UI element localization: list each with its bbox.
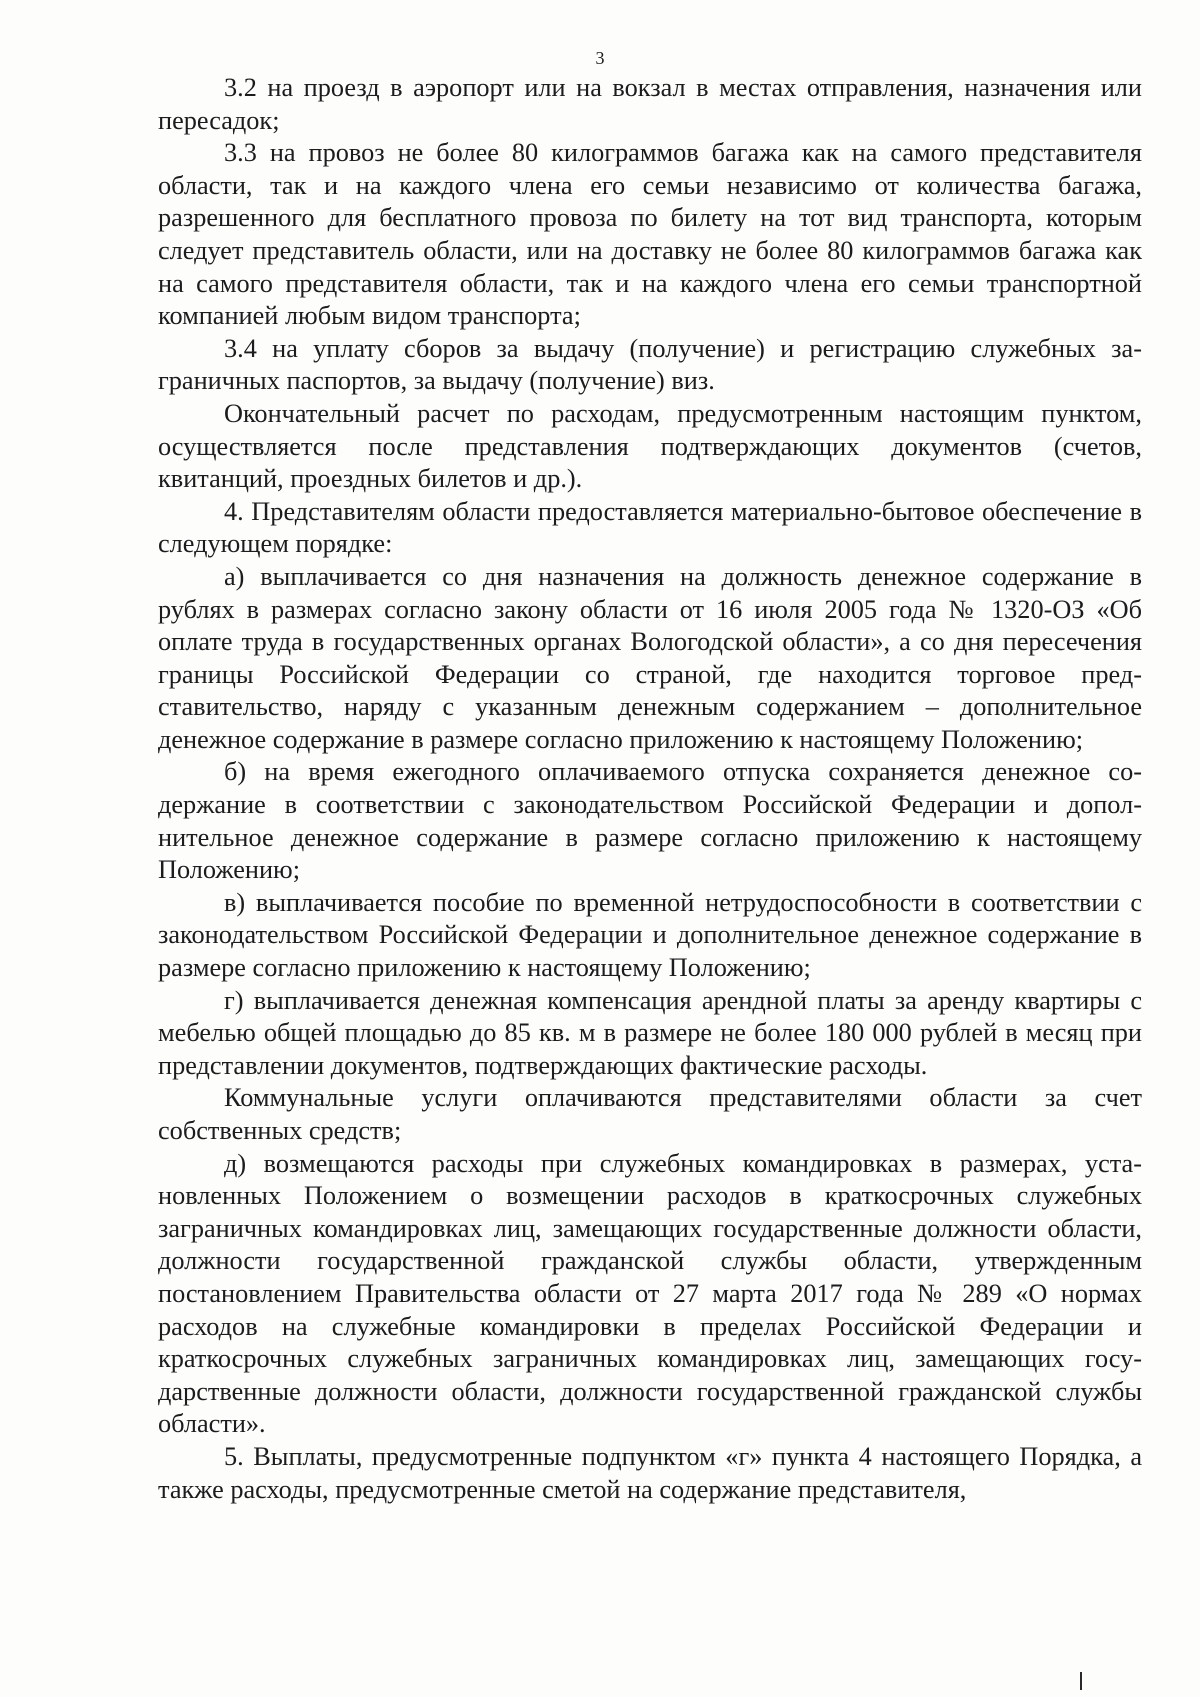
paragraph-4v-sick-leave: в) выплачивается пособие по временной нетрудоспособности в соответствии с законодательством Российской Федерации и дополнительное денежное содержание в размере согласно приложению к настоящему Положению; <box>158 887 1142 983</box>
paragraph-final-settlement: Окончательный расчет по расходам, предусмотренным настоящим пунктом, осуществляется после представления подтверждающих документов (счетов, квитанций, проездных билетов и др.). <box>158 398 1142 494</box>
paragraph-utilities: Коммунальные услуги оплачиваются представителями области за счет собственных средств; <box>158 1083 1142 1145</box>
paragraph-5-payments: 5. Выплаты, предусмотренные подпунктом «г» пункта 4 настоящего Порядка, а также расходы, предусмотренные сметой на содержание представителя, <box>158 1441 1142 1504</box>
paragraph-4g-rent-compensation: г) выплачивается денежная компенсация арендной платы за аренду квартиры с мебелью общей площадью до 85 кв. м в размере не более 180 000 рублей в месяц при представлении документов, подтверждающих фактические расходы. <box>158 985 1142 1080</box>
document-body <box>158 72 1142 1506</box>
scan-edge-mark <box>1080 1672 1082 1690</box>
paragraph-4d-business-trips: д) возмещаются расходы при служебных командировках в размерах, установленных Положением о возмещении расходов в краткосрочных служебных заграничных командировках лиц, замещающих государственные должности области, должности государственной гражданской службы области, утвержденным постановлением Правительства области от 27 марта 2017 года № 289 «О нормах расходов на служебные командировки в пределах Российской Федерации и краткосрочных служебных заграничных командировках лиц, замещающих государственные должности области, должности государственной гражданской службы области». <box>158 1148 1142 1439</box>
paragraph-3-3-baggage: 3.3 на провоз не более 80 килограммов багажа как на самого представителя области, так и на каждого члена его семьи независимо от количества багажа, разрешенного для бесплатного провоза по билету на тот вид транспорта, которым следует представитель области, или на доставку не более 80 килограммов багажа как на самого представителя области, так и на каждого члена его семьи транспортной компанией любым видом транспорта; <box>158 138 1142 331</box>
paragraph-4a-salary: а) выплачивается со дня назначения на должность денежное содержание в рублях в размерах согласно закону области от 16 июля 2005 года № 1320-ОЗ «Об оплате труда в государственных органах Вологодской области», а со дня пересечения границы Российской Федерации со страной, где находится торговое представительство, наряду с указанным денежным содержанием – дополнительное денежное содержание в размере согласно приложению к настоящему Положению; <box>158 561 1142 754</box>
paragraph-4b-vacation: б) на время ежегодного оплачиваемого отпуска сохраняется денежное содержание в соответствии с законодательством Российской Федерации и дополнительное денежное содержание в размере согласно приложению к настоящему Положению; <box>158 757 1142 885</box>
paragraph-3-4-passport-fees: 3.4 на уплату сборов за выдачу (получение) и регистрацию служебных заграничных паспортов, за выдачу (получение) виз. <box>158 333 1142 396</box>
paragraph-4-material-support: 4. Представителям области предоставляется материально-бытовое обеспечение в следующем порядке: <box>158 496 1142 559</box>
page-number: 3 <box>595 48 605 68</box>
paragraph-3-2-airport-travel: 3.2 на проезд в аэропорт или на вокзал в местах отправления, назначения или пересадок; <box>158 73 1142 135</box>
